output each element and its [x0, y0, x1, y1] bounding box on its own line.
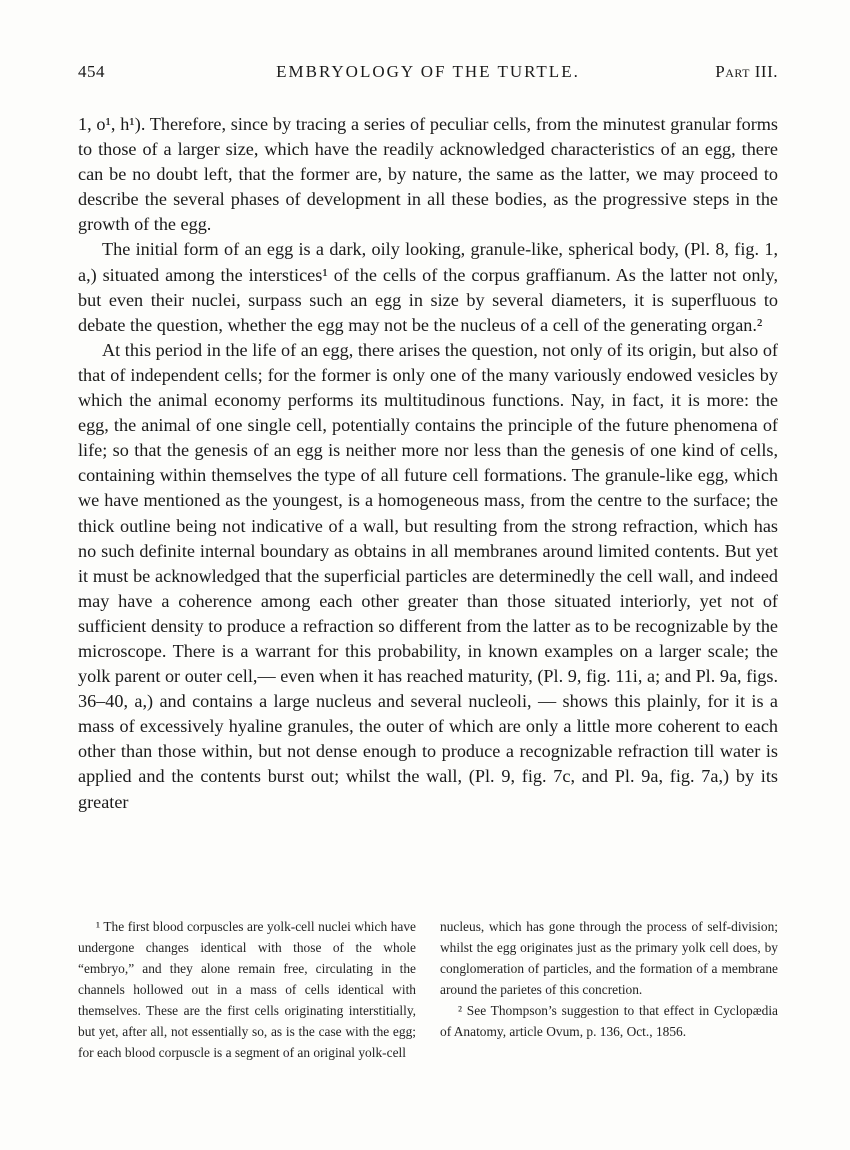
footnote-column-right: [440, 916, 778, 1042]
running-header: [78, 62, 778, 88]
footnotes: [78, 916, 778, 1096]
running-title: EMBRYOLOGY OF THE TURTLE.: [276, 62, 580, 81]
main-text: [78, 112, 778, 815]
paragraph: The initial form of an egg is a dark, oily looking, granule-like, spherical body, (Pl. 8, fig. 1, a,) situated among the interstices¹ of the cells of the corpus graffianum. As the latter not only, but even their nuclei, surpass such an egg in size by several diameters, it is superfluous to debate the question, whether the egg may not be the nucleus of a cell of the generating organ.²: [78, 239, 778, 335]
footnote-column-left: [78, 916, 416, 1063]
paragraph: At this period in the life of an egg, there arises the question, not only of its origin, but also of that of independent cells; for the former is only one of the many variously endowed vesicles by which the animal economy performs its multitudinous functions. Nay, in fact, it is more: the egg, the animal of one single cell, potentially contains the principle of the future phenomena of life; so that the genesis of an egg is neither more nor less than the genesis of one kind of cells, containing within themselves the type of all future cell formations. The granule-like egg, which we have mentioned as the youngest, is a homogeneous mass, from the centre to the surface; the thick outline being not indicative of a wall, but resulting from the strong refraction, which has no such definite internal boundary as obtains in all membranes around limited contents. But yet it must be acknowledged that the superficial particles are determinedly the cell wall, and indeed may have a coherence among each other greater than those situated interiorly, yet not of sufficient density to produce a refraction so different from the latter as to be recognizable by the microscope. There is a warrant for this probability, in known examples on a larger scale; the yolk parent or outer cell,— even when it has reached maturity, (Pl. 9, fig. 11i, a; and Pl. 9a, figs. 36–40, a,) and contains a large nucleus and several nucleoli, — shows this plainly, for it is a mass of excessively hyaline granules, the outer of which are only a little more coherent to each other than those within, but not dense enough to produce a recognizable refraction till water is applied and the contents burst out; whilst the wall, (Pl. 9, fig. 7c, and Pl. 9a, fig. 7a,) by its greater: [78, 339, 778, 812]
page-number: 454: [78, 62, 105, 81]
paragraph-continuation: 1, o¹, h¹). Therefore, since by tracing a series of peculiar cells, from the minutest granular forms to those of a larger size, which have the readily acknowledged characteristics of an egg, there can be no doubt left, that the former are, by nature, the same as the latter, we may proceed to describe the several phases of development in all these bodies, as the progressive steps in the growth of the egg.: [78, 114, 778, 235]
part-label: Part III.: [715, 62, 778, 81]
footnote-1: ¹ The first blood corpuscles are yolk-cell nuclei which have undergone changes identical with those of the whole “embryo,” and they alone remain free, circulating in the channels hollowed out in a mass of cells identical with themselves. These are the first cells originating interstitially, but yet, after all, not essentially so, as is the case with the egg; for each blood corpuscle is a segment of an original yolk-cell: [78, 919, 416, 1060]
footnote-2: ² See Thompson’s suggestion to that effect in Cyclopædia of Anatomy, article Ovum, p. 136, Oct., 1856.: [440, 1003, 778, 1039]
footnote-1-continuation: nucleus, which has gone through the process of self-division; whilst the egg originates just as the primary yolk cell does, by conglomeration of particles, and the formation of a membrane around the parietes of this concretion.: [440, 919, 778, 997]
